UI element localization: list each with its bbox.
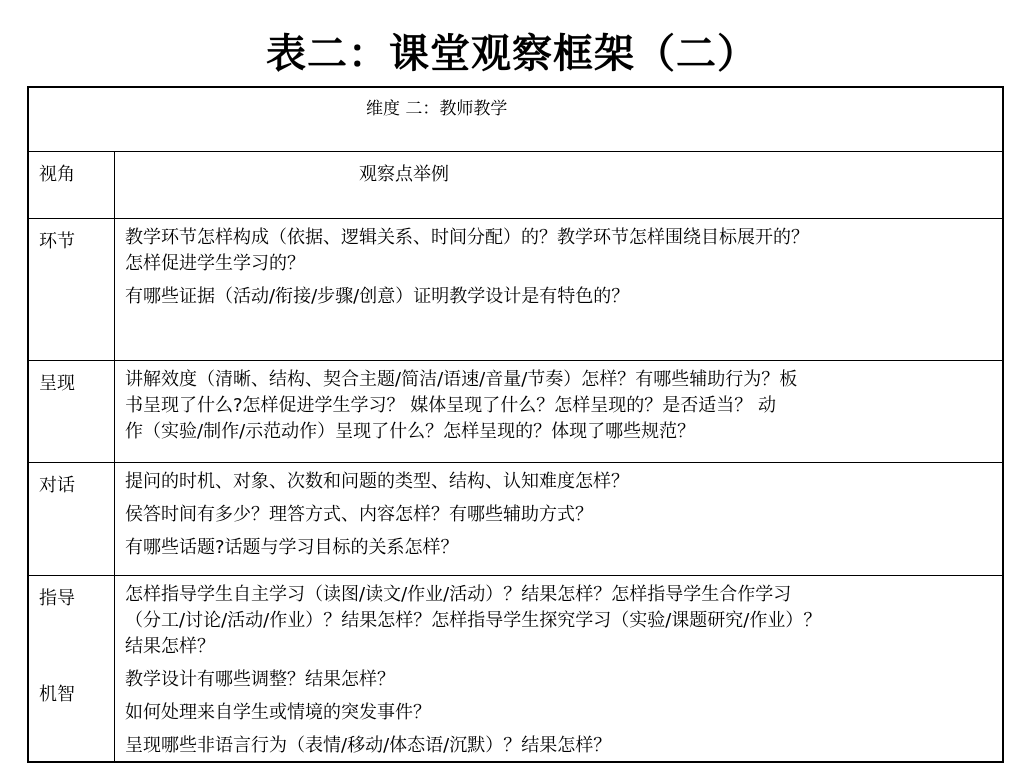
header-perspective: 视角: [39, 164, 75, 185]
row-label: 指导: [39, 588, 75, 609]
row-line: 有哪些证据（活动/衔接/步骤/创意）证明教学设计是有特色的？: [125, 286, 630, 307]
column-header-row: [29, 151, 1002, 218]
row-line: 书呈现了什么?怎样促进学生学习？ 媒体呈现了什么？怎样呈现的？是否适当？ 动: [125, 395, 776, 416]
row-line: 教学环节怎样构成（依据、逻辑关系、时间分配）的？教学环节怎样围绕目标展开的？: [125, 227, 809, 248]
row-content-cell: [115, 463, 1002, 575]
table-row: [29, 575, 1002, 763]
row-label: 环节: [39, 231, 75, 252]
dimension-row: [29, 88, 1002, 151]
row-label-cell: [29, 361, 115, 462]
row-line: 怎样指导学生自主学习（读图/读文/作业/活动）？结果怎样？怎样指导学生合作学习: [125, 584, 792, 605]
row-label-cell: [29, 463, 115, 575]
row-label: 呈现: [39, 373, 75, 394]
row-line: 作（实验/制作/示范动作）呈现了什么？怎样呈现的？体现了哪些规范？: [125, 421, 696, 442]
row-label-secondary: 机智: [39, 684, 75, 705]
header-perspective-cell: [29, 152, 115, 218]
row-label-cell: [29, 219, 115, 360]
row-line: （分工/讨论/活动/作业）？结果怎样？怎样指导学生探究学习（实验/课题研究/作业）？: [125, 610, 822, 631]
table-row: [29, 462, 1002, 575]
page-title: 表二：课堂观察框架（二）: [266, 31, 758, 77]
row-line: 如何处理来自学生或情境的突发事件？: [125, 702, 431, 723]
row-content-cell: [115, 576, 1002, 763]
row-content-cell: [115, 361, 1002, 462]
observation-table: [27, 86, 1004, 763]
row-line: 结果怎样？: [125, 636, 215, 657]
table-row: [29, 218, 1002, 360]
row-line: 提问的时机、对象、次数和问题的类型、结构、认知难度怎样？: [125, 471, 629, 492]
row-line: 侯答时间有多少？理答方式、内容怎样？有哪些辅助方式？: [125, 504, 593, 525]
row-line: 教学设计有哪些调整？结果怎样？: [125, 669, 395, 690]
row-line: 讲解效度（清晰、结构、契合主题/简洁/语速/音量/节奏）怎样？有哪些辅助行为？板: [125, 369, 798, 390]
header-points: 观察点举例: [359, 164, 449, 185]
dimension-label: 维度 二：教师教学: [366, 99, 508, 119]
row-label: 对话: [39, 475, 75, 496]
header-points-cell: [115, 152, 1002, 218]
row-line: 怎样促进学生学习的？: [125, 253, 305, 274]
row-label-cell: [29, 576, 115, 763]
row-line: 有哪些话题?话题与学习目标的关系怎样？: [125, 537, 459, 558]
row-content-cell: [115, 219, 1002, 360]
dimension-cell: [29, 88, 1002, 151]
row-line: 呈现哪些非语言行为（表情/移动/体态语/沉默）？结果怎样？: [125, 735, 612, 756]
table-row: [29, 360, 1002, 462]
